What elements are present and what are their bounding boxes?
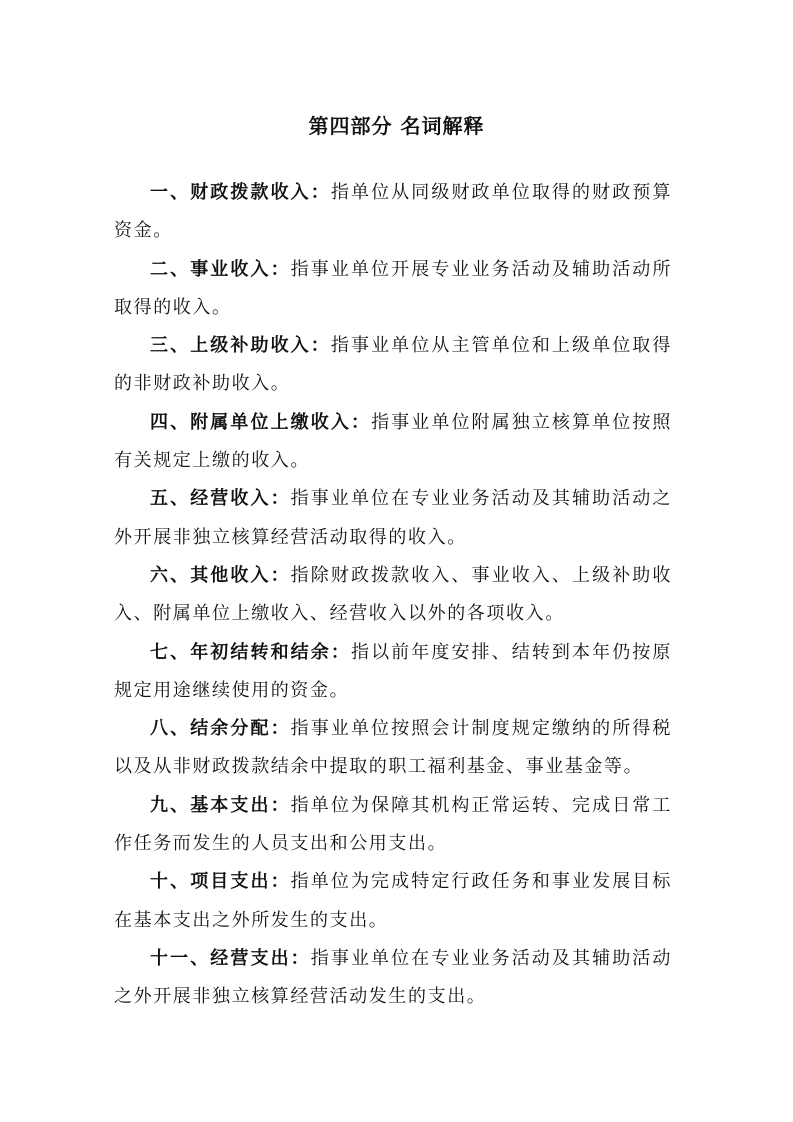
glossary-term: 三、上级补助收入： [150, 335, 331, 357]
glossary-term: 九、基本支出： [150, 794, 291, 816]
glossary-definition: 指单位从同级财政单位取得的财政预算资金。 [114, 182, 673, 242]
glossary-definition: 指事业单位按照会计制度规定缴纳的所得税以及从非财政拨款结余中提取的职工福利基金、事业基金等。 [114, 718, 672, 778]
glossary-entry-4 [114, 404, 672, 481]
glossary-definition: 指事业单位在专业业务活动及其辅助活动之外开展非独立核算经营活动发生的支出。 [114, 947, 672, 1008]
glossary-entry-1 [114, 174, 672, 251]
glossary-entry-10 [114, 863, 672, 940]
glossary-definition: 指单位为保障其机构正常运转、完成日常工作任务而发生的人员支出和公用支出。 [114, 794, 672, 855]
glossary-term: 八、结余分配： [150, 718, 291, 740]
glossary-term: 一、财政拨款收入： [150, 182, 331, 203]
glossary-definition: 指事业单位开展专业业务活动及辅助活动所取得的收入。 [114, 258, 672, 318]
glossary-entry-5 [114, 480, 672, 557]
glossary-term: 六、其他收入： [150, 564, 291, 586]
glossary-entry-7 [114, 634, 672, 711]
glossary-term: 四、附属单位上缴收入： [150, 411, 372, 433]
glossary-entry-3 [114, 327, 672, 404]
glossary-definition: 指事业单位附属独立核算单位按照有关规定上缴的收入。 [114, 411, 672, 472]
page-title: 第四部分 名词解释 [308, 114, 485, 138]
glossary-definition: 指事业单位在专业业务活动及其辅助活动之外开展非独立核算经营活动取得的收入。 [114, 488, 672, 548]
glossary-term: 五、经营收入： [150, 488, 291, 510]
glossary-term: 二、事业收入： [150, 258, 291, 280]
glossary-definition: 指单位为完成特定行政任务和事业发展目标在基本支出之外所发生的支出。 [114, 871, 672, 931]
glossary-term: 十一、经营支出： [150, 947, 311, 969]
glossary-definition: 指事业单位从主管单位和上级单位取得的非财政补助收入。 [114, 335, 673, 395]
glossary-entry-6 [114, 557, 672, 634]
glossary-entry-11 [114, 940, 672, 1017]
glossary-entry-2 [114, 251, 672, 328]
glossary-term: 七、年初结转和结余： [150, 641, 351, 663]
glossary-entry-9 [114, 787, 672, 864]
glossary-list [114, 174, 672, 1017]
glossary-definition: 指除财政拨款收入、事业收入、上级补助收入、附属单位上缴收入、经营收入以外的各项收入。 [114, 564, 672, 625]
glossary-term: 十、项目支出： [150, 871, 291, 893]
glossary-entry-8 [114, 710, 672, 787]
glossary-definition: 指以前年度安排、结转到本年仍按原规定用途继续使用的资金。 [114, 641, 673, 701]
